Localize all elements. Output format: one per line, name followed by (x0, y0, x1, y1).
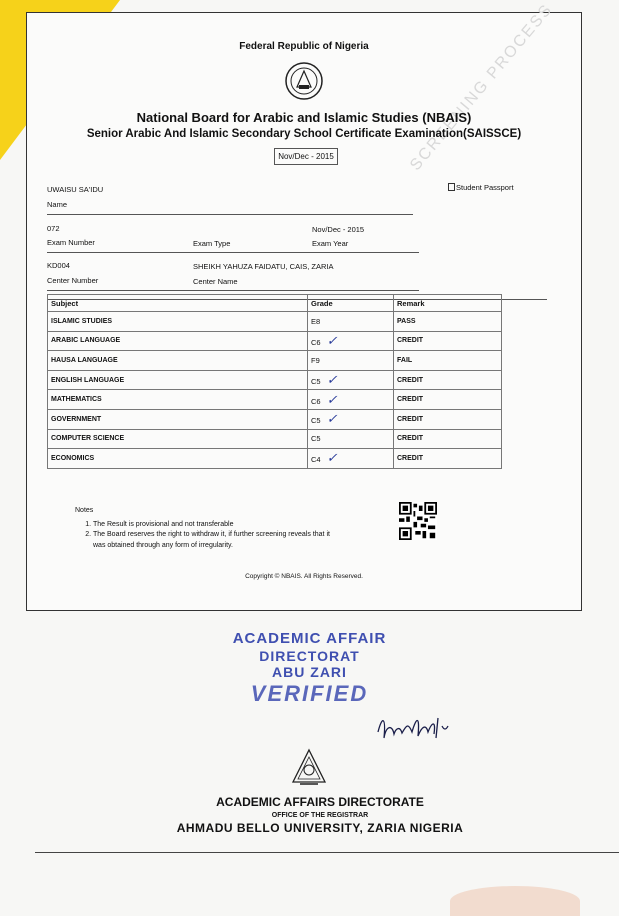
check-mark-icon: ✓ (326, 332, 338, 348)
name-label: Name (47, 200, 68, 209)
center-name: SHEIKH YAHUZA FAIDATU, CAIS, ZARIA (193, 262, 334, 271)
table-row (48, 449, 502, 469)
registrar-office: OFFICE OF THE REGISTRAR (271, 812, 369, 819)
center-number: KD004 (47, 261, 70, 270)
center-number-label: Center Number (47, 276, 99, 285)
grade-cell (308, 390, 394, 410)
session-box: Nov/Dec - 2015 (274, 148, 338, 165)
grade-value: F9 (311, 355, 320, 365)
header-grade: Grade (308, 295, 394, 312)
grade-cell (308, 312, 394, 332)
table-row (48, 370, 502, 390)
watermark: SCREENING PROCESS (407, 0, 557, 174)
passport-label: Student Passport (456, 183, 514, 192)
table-row (48, 429, 502, 449)
grade-value: C5 (311, 434, 321, 444)
grade-cell (308, 429, 394, 449)
subject-cell: ENGLISH LANGUAGE (48, 370, 308, 390)
divider (47, 214, 413, 215)
university-name: AHMADU BELLO UNIVERSITY, ZARIA NIGERIA (176, 821, 464, 835)
subject-cell: ECONOMICS (48, 449, 308, 469)
grade-cell (308, 449, 394, 469)
verified-stamp: VERIFIED (250, 681, 369, 706)
candidate-name: UWAISU SA'IDU (47, 185, 104, 194)
subject-cell: COMPUTER SCIENCE (48, 429, 308, 449)
subject-cell: ARABIC LANGUAGE (48, 331, 308, 351)
qr-code-icon (399, 502, 437, 540)
exam-year: Nov/Dec - 2015 (312, 225, 365, 234)
grade-cell (308, 409, 394, 429)
finger (450, 886, 580, 916)
country-heading: Federal Republic of Nigeria (239, 41, 369, 52)
exam-year-label: Exam Year (312, 239, 349, 248)
grades-table (47, 294, 502, 469)
subject-cell: GOVERNMENT (48, 409, 308, 429)
remark-cell: CREDIT (394, 331, 502, 351)
grade-cell (308, 351, 394, 371)
directorate-title: ACADEMIC AFFAIRS DIRECTORATE (216, 795, 424, 809)
subject-cell: ISLAMIC STUDIES (48, 312, 308, 332)
remark-cell: CREDIT (394, 449, 502, 469)
table-row (48, 409, 502, 429)
remark-cell: CREDIT (394, 409, 502, 429)
stamp-line: ACADEMIC AFFAIR (232, 630, 387, 647)
divider (47, 290, 419, 291)
table-row (48, 312, 502, 332)
divider (47, 252, 419, 253)
table-row (48, 331, 502, 351)
grade-cell (308, 370, 394, 390)
check-mark-icon: ✓ (326, 372, 338, 388)
grade-value: C6 (311, 396, 321, 406)
header-remark: Remark (394, 295, 502, 312)
remark-cell: CREDIT (394, 429, 502, 449)
notes (75, 506, 333, 551)
grade-value: C6 (311, 337, 321, 347)
grade-value: E8 (311, 316, 321, 326)
grade-cell (308, 331, 394, 351)
remark-cell: FAIL (394, 351, 502, 371)
table-row (48, 351, 502, 371)
exam-type-label: Exam Type (193, 239, 231, 248)
note-item: 2. The Board reserves the right to withdraw it, if further screening reveals that it was obtained through any form of irregularity. (93, 530, 333, 551)
check-mark-icon: ✓ (326, 391, 338, 407)
remark-cell: CREDIT (394, 370, 502, 390)
signature (372, 708, 450, 748)
board-title: National Board for Arabic and Islamic Studies (NBAIS) (136, 110, 472, 125)
divider (35, 852, 619, 853)
remark-cell: PASS (394, 312, 502, 332)
nbais-crest-icon (284, 61, 324, 101)
passport-icon (448, 183, 455, 191)
exam-number: 072 (47, 224, 60, 233)
check-mark-icon: ✓ (326, 450, 338, 466)
notes-title: Notes (75, 507, 94, 514)
student-passport (448, 183, 514, 192)
exam-title: Senior Arabic And Islamic Secondary School Certificate Examination(SAISSCE) (86, 128, 522, 140)
copyright: Copyright © NBAIS. All Rights Reserved. (245, 573, 363, 580)
center-name-label: Center Name (193, 277, 238, 286)
subject-cell: HAUSA LANGUAGE (48, 351, 308, 371)
abu-crest-icon (290, 748, 328, 786)
header-subject: Subject (48, 295, 308, 312)
table-header-row (48, 295, 502, 312)
note-item: 1. The Result is provisional and not transferable (93, 520, 333, 531)
check-mark-icon: ✓ (326, 411, 338, 427)
grade-value: C5 (311, 416, 321, 426)
exam-number-label: Exam Number (47, 238, 95, 247)
remark-cell: CREDIT (394, 390, 502, 410)
subject-cell: MATHEMATICS (48, 390, 308, 410)
grade-value: C4 (311, 455, 321, 465)
stamp-line: DIRECTORAT (259, 648, 360, 664)
stamp-line: ABU ZARI (272, 664, 347, 680)
table-row (48, 390, 502, 410)
grade-value: C5 (311, 377, 321, 387)
